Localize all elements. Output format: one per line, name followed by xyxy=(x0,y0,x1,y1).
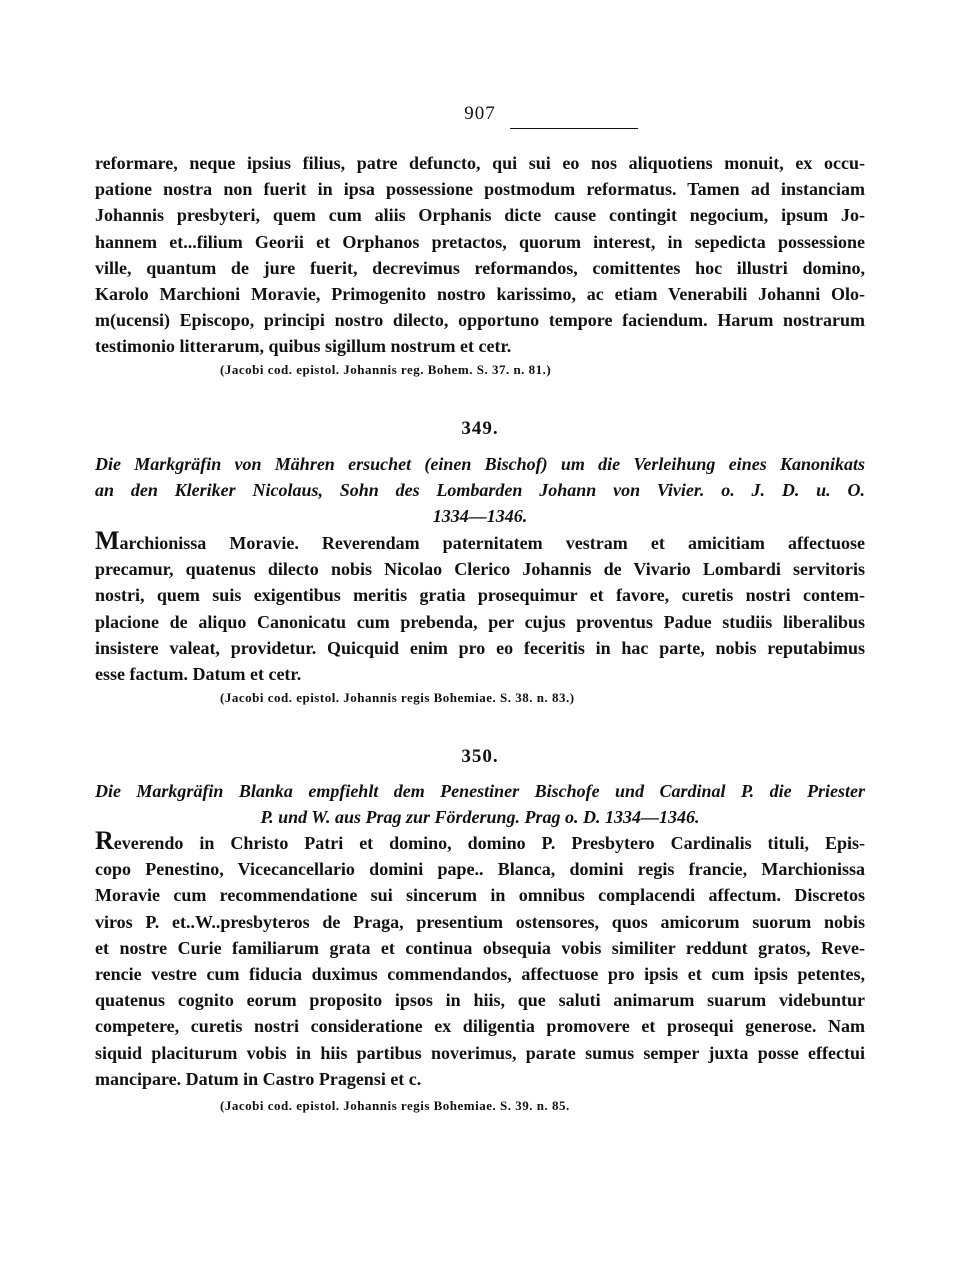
header-rule xyxy=(510,128,638,129)
first-line-text: everendo in Christo Patri et domino, domino P. Presbytero Cardinalis tituli, Epis- xyxy=(113,833,865,853)
heading-line: 1334—1346. xyxy=(432,506,528,526)
page-number: 907 xyxy=(464,103,496,124)
text-line: rencie vestre cum fiducia duximus commendandos, affectuose pro ipsis et cum ipsis petentes, xyxy=(95,964,865,985)
citation: (Jacobi cod. epistol. Johannis regis Bohemiae. S. 38. n. 83.) xyxy=(220,690,575,705)
document-body xyxy=(95,526,865,687)
text-line: mancipare. Datum in Castro Pragensi et c. xyxy=(95,1068,422,1089)
text-line: insistere valeat, providetur. Quicquid enim pro eo feceritis in hac parte, nobis reputabimus xyxy=(95,637,865,658)
text-line: Moravie cum recommendatione sui sincerum in omnibus complacendi affectum. Discretos xyxy=(95,885,865,906)
text-line: Karolo Marchioni Moravie, Primogenito nostro karissimo, ac etiam Venerabili Johanni Olo- xyxy=(95,284,865,305)
text-line xyxy=(95,826,865,856)
text-line: placione de aliquo Canonicatu cum prebenda, per cujus proventus Padue studiis liberalibus xyxy=(95,611,865,632)
document-number: 349. xyxy=(461,418,499,439)
text-line: hannem et...filium Georii et Orphanos pretactos, quorum interest, in sepedicta possessione xyxy=(95,231,865,252)
text-line: ville, quantum de jure fuerit, decrevimus reformandos, comittentes hoc illustri domino, xyxy=(95,257,865,278)
text-line: precamur, quatenus dilecto nobis Nicolao Clerico Johannis de Vivario Lombardi servitoris xyxy=(95,559,865,580)
citation: (Jacobi cod. epistol. Johannis reg. Bohem. S. 37. n. 81.) xyxy=(220,362,552,377)
text-line: et nostre Curie familiarum grata et continua obsequia vobis similiter reddunt gratos, Reve- xyxy=(95,937,865,958)
text-line: siquid placiturum vobis in hiis partibus noverimus, parate sumus semper juxta posse effectui xyxy=(95,1042,865,1063)
text-line: m(ucensi) Episcopo, principi nostro dilecto, opportuno tempore faciendum. Harum nostrarum xyxy=(95,310,865,331)
heading-line: P. und W. aus Prag zur Förderung. Prag o. D. 1334—1346. xyxy=(260,807,700,827)
document-number: 350. xyxy=(461,746,499,767)
text-line: quatenus cognito eorum proposito ipsos in hiis, que saluti animarum suarum videbuntur xyxy=(95,990,865,1011)
text-line: viros P. et..W..presbyteros de Praga, presentium ostensores, quos amicorum suorum nobis xyxy=(95,911,865,932)
text-line: reformare, neque ipsius filius, patre defuncto, qui sui eo nos aliquotiens monuit, ex occu- xyxy=(95,153,865,173)
first-line-text: archionissa Moravie. Reverendam paternitatem vestram et amicitiam affectuose xyxy=(119,533,865,553)
drop-cap: M xyxy=(95,526,120,555)
text-line: patione nostra non fuerit in ipsa possessione postmodum reformatus. Tamen ad instanciam xyxy=(95,179,865,200)
text-line: competere, curetis nostri consideratione ex diligentia promovere et prosequi generose. Nam xyxy=(95,1016,865,1037)
continuation-paragraph xyxy=(95,150,865,360)
text-line xyxy=(95,526,865,556)
heading-line: an den Kleriker Nicolaus, Sohn des Lombarden Johann von Vivier. o. J. D. u. O. xyxy=(95,480,865,500)
text-line: esse factum. Datum et cetr. xyxy=(95,664,302,685)
drop-cap: R xyxy=(95,826,114,855)
heading-line: Die Markgräfin von Mähren ersuchet (einen Bischof) um die Verleihung eines Kanonikats xyxy=(95,454,865,474)
text-line: Johannis presbyteri, quem cum aliis Orphanis dicte cause contingit negocium, ipsum Jo- xyxy=(95,205,865,226)
text-line: copo Penestino, Vicecancellario domini pape.. Blanca, domini regis francie, Marchionissa xyxy=(95,859,865,880)
citation: (Jacobi cod. epistol. Johannis regis Bohemiae. S. 39. n. 85. xyxy=(220,1098,570,1113)
document-heading xyxy=(95,451,865,529)
document-body xyxy=(95,826,865,1092)
heading-line: Die Markgräfin Blanka empfiehlt dem Penestiner Bischofe und Cardinal P. die Priester xyxy=(95,781,865,801)
document-heading xyxy=(95,778,865,830)
text-line: nostri, quem suis exigentibus meritis gratia prosequimur et favore, curetis nostri contem- xyxy=(95,585,865,606)
text-line: testimonio litterarum, quibus sigillum nostrum et cetr. xyxy=(95,336,512,357)
